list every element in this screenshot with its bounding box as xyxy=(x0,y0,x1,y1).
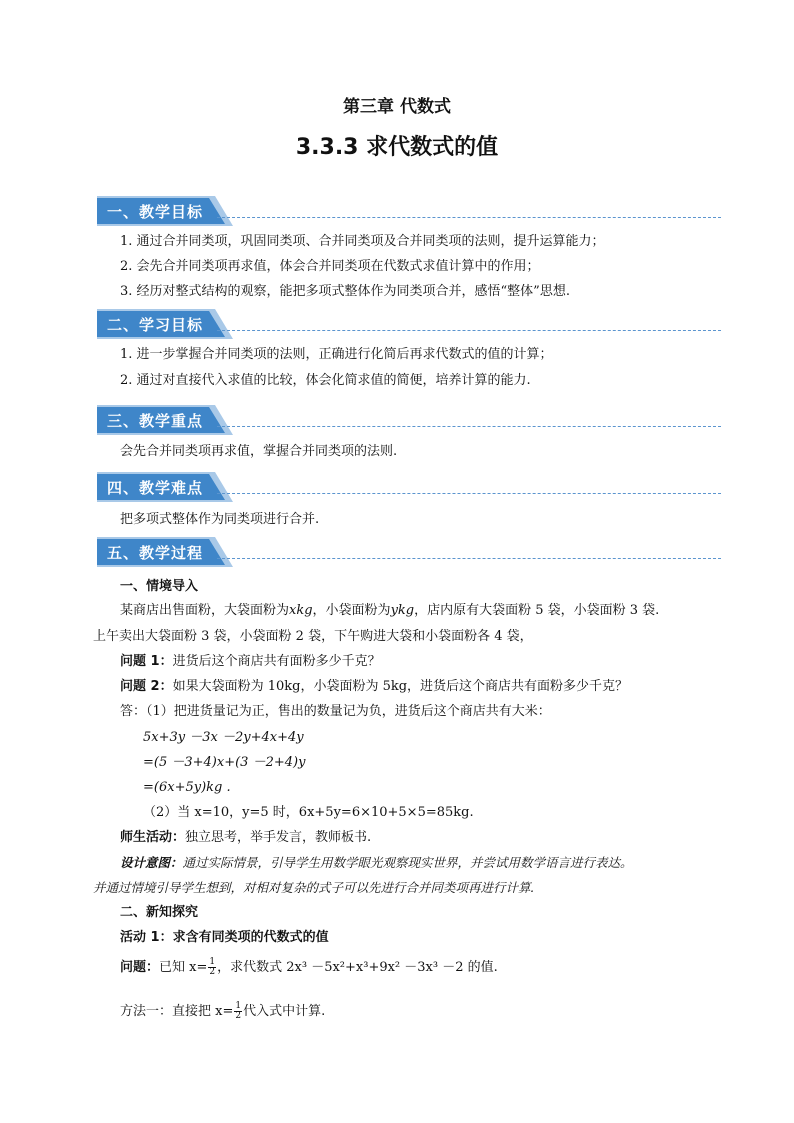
problem-text: 已知 x= xyxy=(159,960,208,975)
question-text: 进货后这个商店共有面粉多少千克？ xyxy=(172,654,381,669)
objective-item: 3. 经历对整式结构的观察，能把多项式整体作为同类项合并，感悟“整体”思想. xyxy=(120,284,570,299)
scenario-text: ，小袋面粉为 xyxy=(312,603,391,618)
fraction-numerator: 1 xyxy=(209,957,216,967)
key-point-text: 会先合并同类项再求值，掌握合并同类项的法则. xyxy=(120,444,398,459)
teacher-text: 独立思考，举手发言，教师板书. xyxy=(185,830,372,845)
section-tab xyxy=(97,472,237,502)
section-label: 一、教学目标 xyxy=(107,203,204,221)
learning-item: 2. 通过对直接代入求值的比较，体会化简求值的简便，培养计算的能力. xyxy=(120,373,531,388)
variable-x: xkg xyxy=(289,603,313,618)
teacher-activity xyxy=(120,828,371,848)
answer-line: 答：（1）把进货量记为正，售出的数量记为负，进货后这个商店共有大米： xyxy=(120,704,551,719)
method-text: 方法一：直接把 x= xyxy=(120,1004,234,1019)
question-2 xyxy=(120,677,628,697)
section-header-key-point xyxy=(97,405,721,435)
section-tab xyxy=(97,196,237,226)
section-divider xyxy=(217,330,721,331)
scenario-text: ，店内原有大袋面粉 5 袋，小袋面粉 3 袋. xyxy=(414,603,660,618)
fraction-denominator: 2 xyxy=(235,1011,242,1021)
fraction-numerator: 1 xyxy=(235,1001,242,1011)
equation-step: =(5 －3+4)x+(3 －2+4)y xyxy=(143,755,306,770)
objective-item: 1. 通过合并同类项，巩固同类项、合并同类项及合并同类项的法则，提升运算能力； xyxy=(120,234,605,249)
activity-title: 活动 1：求含有同类项的代数式的值 xyxy=(120,930,329,945)
problem-text: ，求代数式 2x³ －5x²+x³+9x² －3x³ －2 的值. xyxy=(217,960,498,975)
section-header-teaching-goals xyxy=(97,196,721,226)
chapter-heading: 第三章 代数式 xyxy=(343,97,451,117)
question-label: 问题 2： xyxy=(120,679,173,694)
section-header-learning-goals xyxy=(97,309,721,339)
question-text: 如果大袋面粉为 10kg，小袋面粉为 5kg，进货后这个商店共有面粉多少千克？ xyxy=(172,679,629,694)
section-divider xyxy=(217,426,721,427)
section-tab xyxy=(97,405,237,435)
question-label: 问题 1： xyxy=(120,654,173,669)
design-intent xyxy=(120,853,633,873)
part1-title: 一、情境导入 xyxy=(120,579,199,594)
fraction-denominator: 2 xyxy=(209,967,216,977)
section-label: 二、学习目标 xyxy=(107,316,204,334)
section-label: 三、教学重点 xyxy=(107,412,204,430)
learning-item: 1. 进一步掌握合并同类项的法则，正确进行化简后再求代数式的值的计算； xyxy=(120,347,553,362)
scenario-continuation: 上午卖出大袋面粉 3 袋，小袋面粉 2 袋，下午购进大袋和小袋面粉各 4 袋， xyxy=(93,629,533,644)
problem-line xyxy=(120,958,498,978)
fraction xyxy=(208,958,216,977)
section-divider xyxy=(217,558,721,559)
section-label: 五、教学过程 xyxy=(107,544,204,562)
section-divider xyxy=(217,217,721,218)
question-1 xyxy=(120,652,381,672)
design-text: 通过实际情景，引导学生用数学眼光观察现实世界，并尝试用数学语言进行表达。 xyxy=(182,855,633,870)
method-text: 代入式中计算. xyxy=(243,1004,326,1019)
lesson-title: 3.3.3 求代数式的值 xyxy=(295,135,499,160)
part2-title: 二、新知探究 xyxy=(120,905,199,920)
difficulty-text: 把多项式整体作为同类项进行合并. xyxy=(120,512,320,527)
scenario-text: 某商店出售面粉，大袋面粉为 xyxy=(120,603,290,618)
design-intent-continuation: 并通过情境引导学生想到，对相对复杂的式子可以先进行合并同类项再进行计算. xyxy=(93,880,535,895)
section-divider xyxy=(217,493,721,494)
teacher-label: 师生活动： xyxy=(120,830,186,845)
problem-label: 问题： xyxy=(120,960,160,975)
method-line xyxy=(120,1002,325,1022)
design-label: 设计意图： xyxy=(120,855,183,870)
section-header-difficulty xyxy=(97,472,721,502)
scenario-paragraph xyxy=(120,601,659,621)
section-header-process xyxy=(97,537,721,567)
equation-step: 5x+3y －3x －2y+4x+4y xyxy=(143,730,304,745)
variable-y: ykg xyxy=(390,603,415,618)
equation-step: =(6x+5y)kg . xyxy=(143,780,231,795)
objective-item: 2. 会先合并同类项再求值，体会合并同类项在代数式求值计算中的作用； xyxy=(120,259,540,274)
fraction xyxy=(234,1002,242,1021)
section-label: 四、教学难点 xyxy=(107,479,204,497)
equation-step: （2）当 x=10，y=5 时，6x+5y=6×10+5×5=85kg. xyxy=(143,805,474,820)
section-tab xyxy=(97,309,237,339)
section-tab xyxy=(97,537,237,567)
